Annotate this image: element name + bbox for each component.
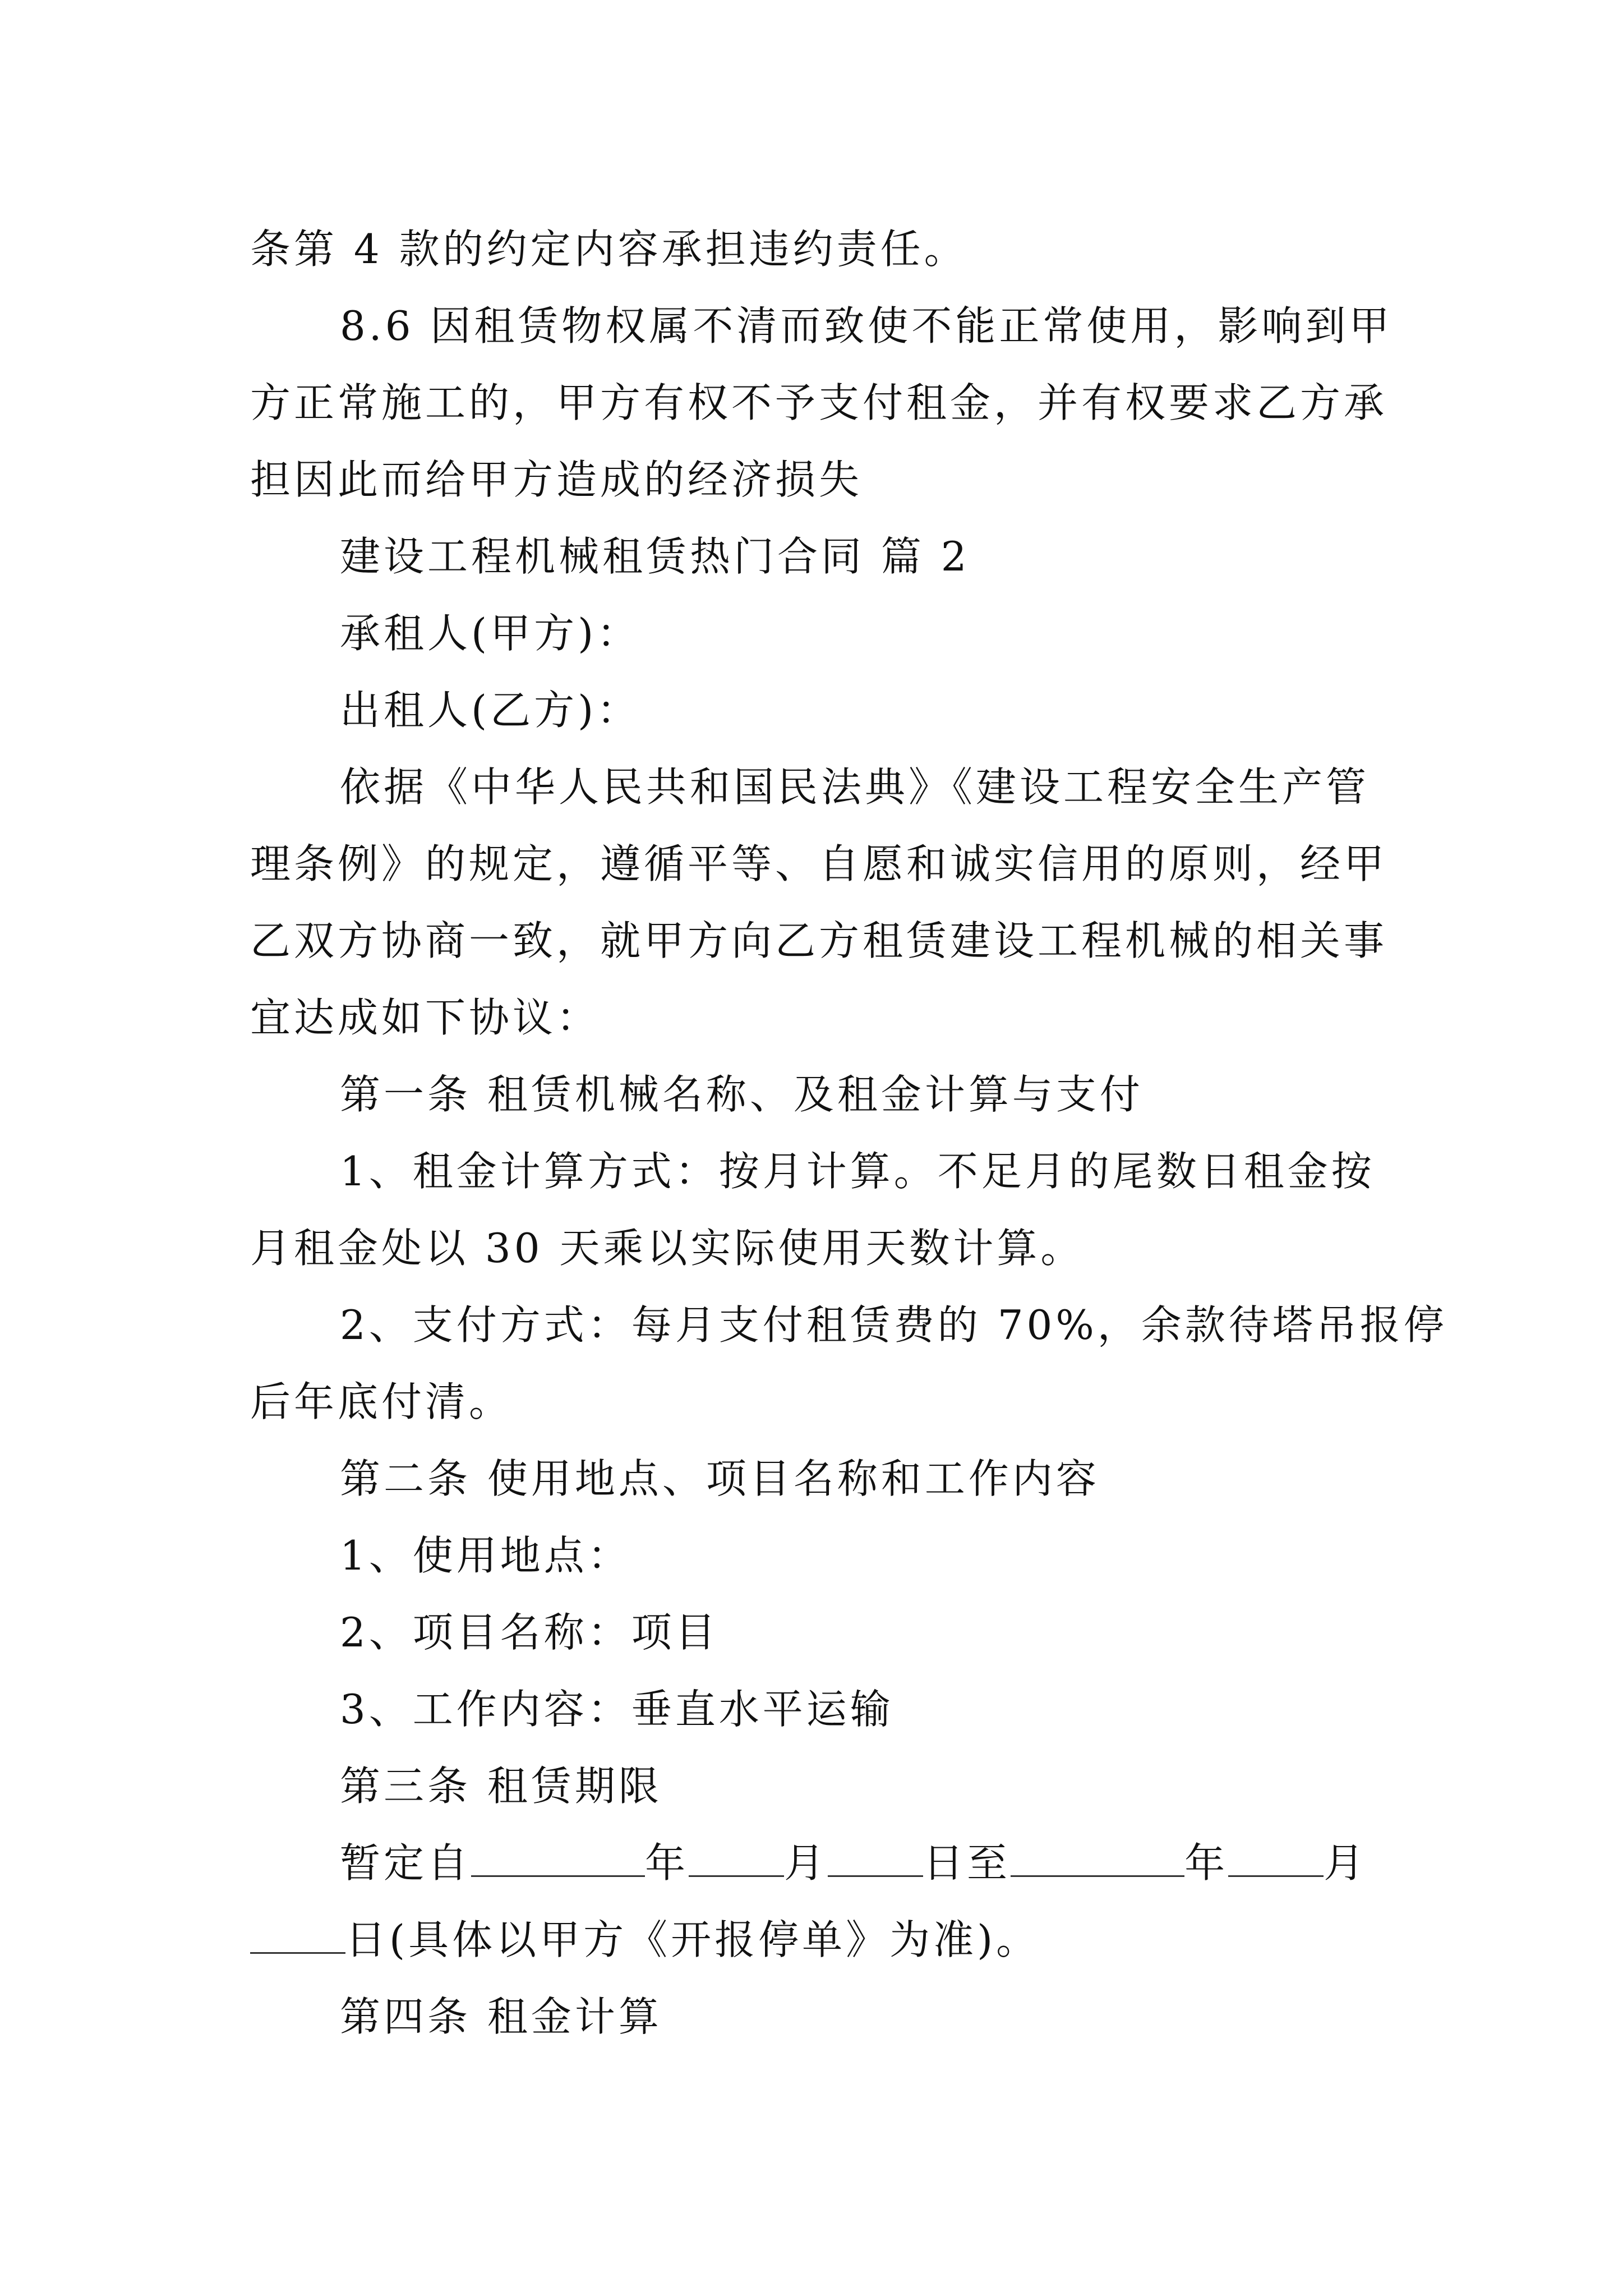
article-heading: 第三条 租赁期限 xyxy=(340,1763,662,1810)
paragraph-line: 8.6 因租赁物权属不清而致使不能正常使用，影响到甲 xyxy=(340,302,1393,349)
term-day-text: 日(具体以甲方《开报停单》为准)。 xyxy=(345,1916,1040,1963)
paragraph-line: 乙双方协商一致，就甲方向乙方租赁建设工程机械的相关事 xyxy=(250,917,1388,964)
lessee-label: 承租人(甲方)： xyxy=(340,610,641,657)
lease-term-line xyxy=(250,1825,1389,1902)
day-blank xyxy=(828,1836,923,1877)
paragraph-line: 月租金处以 30 天乘以实际使用天数计算。 xyxy=(250,1225,1085,1272)
year-blank xyxy=(471,1836,645,1877)
paragraph-line: 担因此而给甲方造成的经济损失 xyxy=(250,456,863,503)
lessor-label: 出租人(乙方)： xyxy=(340,687,641,734)
paragraph-line: 方正常施工的，甲方有权不予支付租金，并有权要求乙方承 xyxy=(250,379,1388,426)
day-blank xyxy=(250,1913,345,1954)
paragraph-line: 1、使用地点： xyxy=(340,1532,631,1579)
article-heading: 第一条 租赁机械名称、及租金计算与支付 xyxy=(340,1071,1144,1118)
lease-term-line-cont xyxy=(250,1902,1389,1978)
section-heading: 建设工程机械租赁热门合同 篇 2 xyxy=(340,533,970,580)
paragraph-line: 宜达成如下协议： xyxy=(250,994,601,1041)
term-month-label: 月 xyxy=(1324,1839,1368,1887)
paragraph-line: 3、工作内容：垂直水平运输 xyxy=(340,1686,894,1733)
term-prefix: 暂定自 xyxy=(340,1839,472,1887)
paragraph-line: 条第 4 款的约定内容承担违约责任。 xyxy=(250,226,968,273)
paragraph-line: 2、项目名称：项目 xyxy=(340,1609,719,1656)
article-heading: 第四条 租金计算 xyxy=(340,1993,662,2040)
paragraph-line: 后年底付清。 xyxy=(250,1378,513,1425)
month-blank xyxy=(1228,1836,1324,1877)
year-blank xyxy=(1011,1836,1184,1877)
term-year-label: 年 xyxy=(645,1839,689,1887)
paragraph-line: 1、租金计算方式：按月计算。不足月的尾数日租金按 xyxy=(340,1148,1375,1195)
term-month-label: 月 xyxy=(784,1839,828,1887)
month-blank xyxy=(689,1836,784,1877)
paragraph-line: 2、支付方式：每月支付租赁费的 70%，余款待塔吊报停 xyxy=(340,1301,1447,1349)
term-day-label: 日至 xyxy=(923,1839,1011,1887)
paragraph-line: 理条例》的规定，遵循平等、自愿和诚实信用的原则，经甲 xyxy=(250,840,1388,887)
paragraph-line: 依据《中华人民共和国民法典》《建设工程安全生产管 xyxy=(340,763,1370,811)
document-body xyxy=(250,211,1447,2055)
term-year-label: 年 xyxy=(1184,1839,1229,1887)
article-heading: 第二条 使用地点、项目名称和工作内容 xyxy=(340,1455,1100,1502)
